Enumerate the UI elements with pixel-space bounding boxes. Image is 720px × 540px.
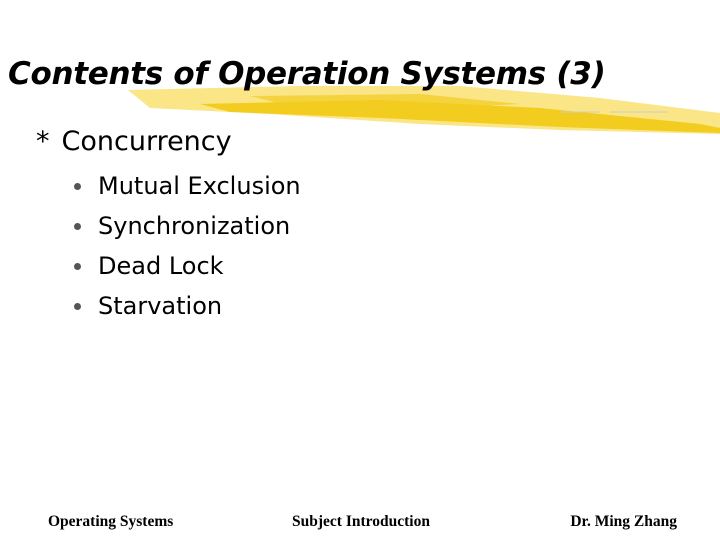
footer-subject: Subject Introduction xyxy=(292,513,430,530)
bullet-dot-icon xyxy=(74,263,81,270)
section-heading-label: Concurrency xyxy=(61,126,232,157)
list-item xyxy=(72,172,301,212)
list-item-label: Starvation xyxy=(98,292,223,320)
bullet-dot-icon xyxy=(74,183,81,190)
list-item-label: Mutual Exclusion xyxy=(98,172,301,200)
footer-author: Dr. Ming Zhang xyxy=(570,513,677,530)
list-item-label: Dead Lock xyxy=(98,252,224,280)
bullet-list xyxy=(72,172,301,332)
list-item-label: Synchronization xyxy=(98,212,291,240)
bullet-dot-icon xyxy=(74,223,81,230)
list-item xyxy=(72,292,301,332)
slide-title: Contents of Operation Systems (3) xyxy=(8,56,606,92)
bullet-dot-icon xyxy=(74,303,81,310)
asterisk-bullet: * xyxy=(36,126,50,157)
list-item xyxy=(72,212,301,252)
section-heading xyxy=(36,126,232,157)
list-item xyxy=(72,252,301,292)
footer-course: Operating Systems xyxy=(48,513,174,530)
